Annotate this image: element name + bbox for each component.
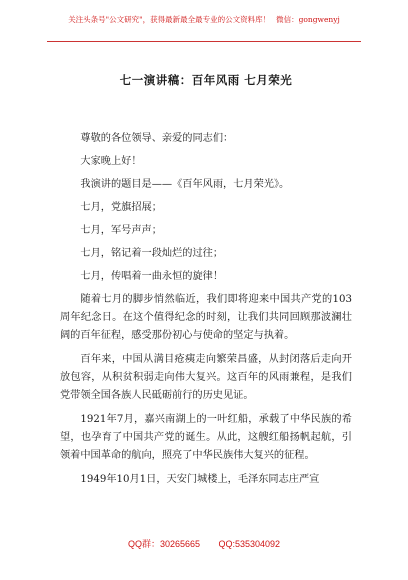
page-header: [0, 0, 408, 38]
header-notice: 关注头条号"公文研究"，获得最新最全最专业的公文资料库！: [68, 14, 271, 24]
paragraph: 随着七月的脚步悄然临近，我们即将迎来中国共产党的103周年纪念日。在这个值得纪念的时刻，让我们共同回顾那波澜壮阔的百年征程，感受那份初心与使命的坚定与执着。: [60, 294, 352, 341]
paragraph: 七月，传唱着一曲永恒的旋律！: [80, 271, 224, 282]
paragraph: 尊敬的各位领导、亲爱的同志们：: [80, 133, 234, 144]
page-footer: [0, 537, 408, 550]
document-title: 七一演讲稿：百年风雨 七月荣光: [119, 73, 293, 87]
paragraph: 我演讲的题目是——《百年风雨，七月荣光》。: [80, 179, 290, 190]
paragraph: 百年来，中国从满目疮痍走向繁荣昌盛，从封闭落后走向开放包容，从积贫积弱走向伟大复兴。这百年的风雨兼程，是我们党带领全国各族人民砥砺前行的历史见证。: [60, 354, 352, 401]
header-wechat: 微信：gongwenyj: [276, 14, 340, 24]
paragraph: 1949年10月1日，天安门城楼上，毛泽东同志庄严宣: [80, 474, 320, 485]
paragraph: 七月，党旗招展；: [80, 202, 162, 213]
paragraph: 1921年7月，嘉兴南湖上的一叶红船，承载了中华民族的希望，也孕育了中国共产党的诞生。从此，这艘红船扬帆起航，引领着中国革命的航向，照亮了中华民族伟大复兴的征程。: [60, 414, 352, 461]
footer-qq-group: QQ群：30265665: [127, 539, 200, 549]
paragraph: 七月，铭记着一段灿烂的过往；: [80, 248, 224, 259]
paragraph: 七月，军号声声；: [80, 225, 162, 236]
document-body: [60, 72, 352, 495]
header-divider: [47, 41, 361, 42]
paragraph: 大家晚上好！: [80, 156, 142, 167]
footer-qq: QQ:535304092: [218, 539, 281, 549]
